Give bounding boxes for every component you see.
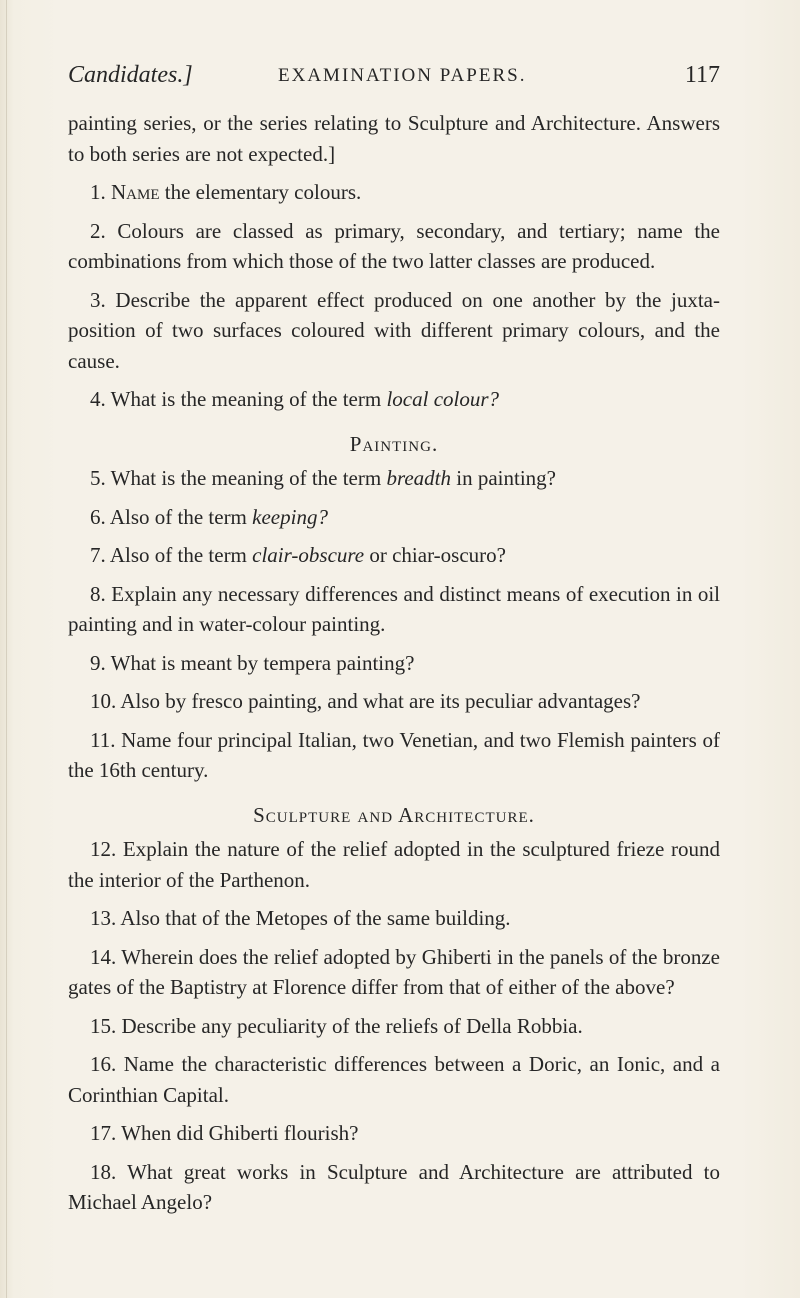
question-7-tail: or chiar-oscuro? xyxy=(364,543,506,567)
question-5-text: 5. What is the meaning of the term xyxy=(90,466,387,490)
question-9: 9. What is meant by tempera painting? xyxy=(90,650,415,675)
question-1-text: the elementary colours. xyxy=(159,180,362,204)
running-header xyxy=(68,62,720,102)
question-1 xyxy=(68,177,720,208)
document-body xyxy=(68,108,720,1218)
question-1-smallcaps: Name xyxy=(111,180,160,204)
question-7 xyxy=(68,540,720,571)
question-7-text: 7. Also of the term xyxy=(90,543,253,567)
question-17: 17. When did Ghiberti flourish? xyxy=(90,1121,359,1145)
question-6 xyxy=(68,502,720,533)
page-edge xyxy=(6,0,7,1298)
question-18: 18. What great works in Sculpture and Architecture are attributed to Michael Angelo? xyxy=(68,1159,720,1214)
header-left: Candidates.] xyxy=(68,62,193,88)
header-title: EXAMINATION PAPERS. xyxy=(278,65,527,86)
question-16: 16. Name the characteristic differences between a Doric, an Ionic, and a Corinthian Capital. xyxy=(68,1052,720,1107)
question-6-term: keeping? xyxy=(252,504,328,529)
question-4-term: local colour? xyxy=(386,387,500,411)
question-11: 11. Name four principal Italian, two Venetian, and two Flemish painters of the 16th century. xyxy=(68,727,720,782)
question-4 xyxy=(68,384,720,415)
question-12: 12. Explain the nature of the relief adopted in the sculptured frieze round the interior of the Parthenon. xyxy=(68,837,720,892)
question-1-number: 1. xyxy=(90,180,106,204)
section-heading-sculpture: Sculpture and Architecture. xyxy=(253,802,535,827)
section-heading-painting: Painting. xyxy=(349,431,439,456)
question-5-term: breadth xyxy=(386,466,452,490)
question-14: 14. Wherein does the relief adopted by Ghiberti in the panels of the bronze gates of the Baptistry at Florence differ from that of either of the above? xyxy=(68,944,720,999)
intro-paragraph: painting series, or the series relating to Sculpture and Architecture. Answers to both series are not expected.] xyxy=(68,111,720,166)
question-8: 8. Explain any necessary differences and distinct means of execution in oil painting and in water-colour painting. xyxy=(68,581,720,636)
question-10: 10. Also by fresco painting, and what are its peculiar advantages? xyxy=(90,689,641,713)
question-15: 15. Describe any peculiarity of the reliefs of Della Robbia. xyxy=(90,1013,583,1038)
question-5-tail: in painting? xyxy=(451,466,556,490)
page-number: 117 xyxy=(684,62,720,88)
question-13: 13. Also that of the Metopes of the same building. xyxy=(90,906,511,930)
question-7-term: clair-obscure xyxy=(252,543,365,567)
question-2: 2. Colours are classed as primary, secondary, and tertiary; name the combinations from which those of the two latter classes are produced. xyxy=(68,218,720,273)
question-3: 3. Describe the apparent effect produced on one another by the juxta-position of two surfaces coloured with different primary colours, and the cause. xyxy=(68,287,720,373)
question-6-text: 6. Also of the term xyxy=(90,504,253,529)
question-5 xyxy=(68,463,720,494)
question-4-text: 4. What is the meaning of the term xyxy=(90,387,387,411)
